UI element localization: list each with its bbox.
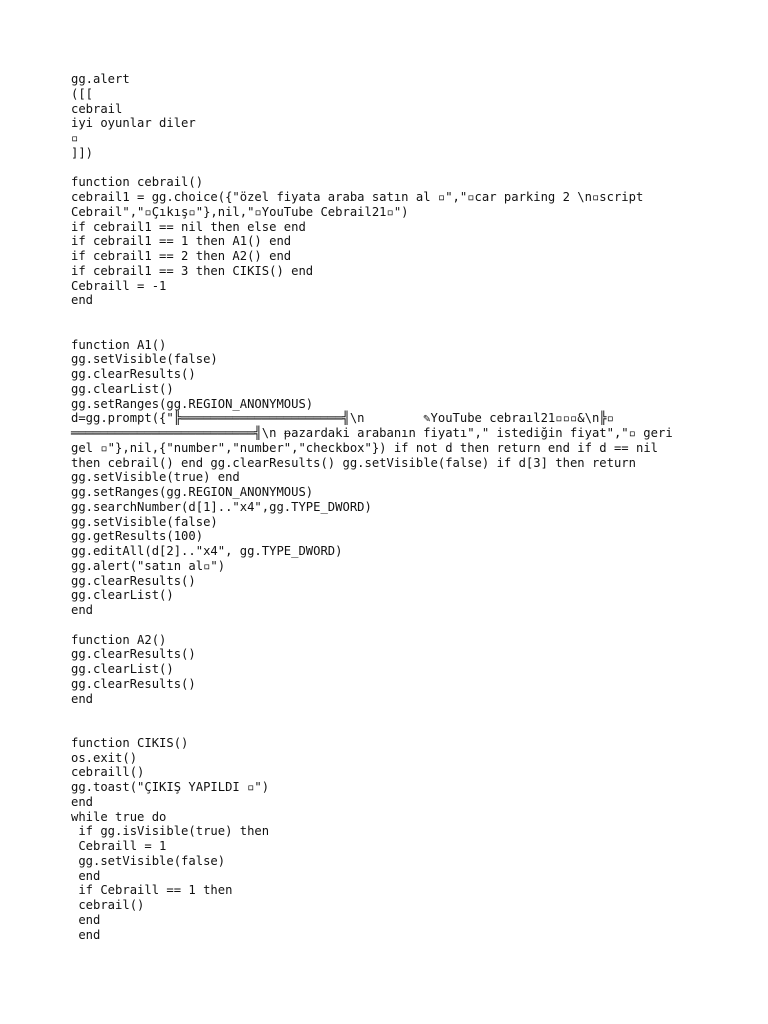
code-line: gg.clearList() xyxy=(71,662,174,676)
code-line: end xyxy=(71,603,94,617)
code-line: end xyxy=(71,868,101,883)
code-line: end xyxy=(71,912,101,927)
code-line: end xyxy=(71,691,94,706)
code-line: end xyxy=(71,794,94,809)
code-line: then cebrail() end gg.clearResults() gg.setVisible(false) if d[3] then return xyxy=(71,455,636,470)
code-line-youtube-banner: d=gg.prompt({"╠══════════════════════╣\n ✎YouTube cebraıl21▫▫▫&\n╠▫ xyxy=(71,411,614,426)
code-line: ▫ xyxy=(71,131,79,145)
code-line: gg.getResults(100) xyxy=(71,529,204,544)
code-line: gg.clearResults() xyxy=(71,573,196,588)
code-line: ([[ xyxy=(71,86,94,101)
code-line: gg.alert("satın al▫") xyxy=(71,558,226,573)
code-line: iyi oyunlar diler xyxy=(71,116,196,131)
code-line: if Cebraill == 1 then xyxy=(71,883,233,898)
code-line: if gg.isVisible(true) then xyxy=(71,824,270,839)
code-line: Cebraill = 1 xyxy=(71,839,167,853)
code-line: cebrail() xyxy=(71,898,145,912)
code-line: gg.clearResults() xyxy=(71,367,196,381)
code-line: end xyxy=(71,927,101,942)
code-line: Cebraill = -1 xyxy=(71,278,167,293)
code-line: os.exit() xyxy=(71,750,138,765)
code-line: Cebrail","▫Çıkış▫"},nil,"▫YouTube Cebrail21▫") xyxy=(71,204,409,219)
code-line: gg.clearList() xyxy=(71,381,174,396)
code-line: function A1() xyxy=(71,337,167,352)
code-line: gel ▫"},nil,{"number","number","checkbox"}) if not d then return end if d == nil xyxy=(71,440,658,455)
blank-line xyxy=(71,721,701,736)
code-line: ]]) xyxy=(71,145,94,160)
code-line: ═════════════════════════╣\n ᵽazardaki arabanın fiyatı"," istediğin fiyat","▫ geri xyxy=(71,426,673,440)
blank-line xyxy=(71,323,701,338)
code-document xyxy=(71,72,701,942)
code-line: function CIKIS() xyxy=(71,735,189,750)
code-line: cebrail xyxy=(71,101,123,116)
code-line: gg.setVisible(true) end xyxy=(71,470,240,485)
code-line: if cebrail1 == 3 then CIKIS() end xyxy=(71,263,314,278)
code-line: gg.clearList() xyxy=(71,588,174,603)
code-line: cebraill() xyxy=(71,765,145,780)
code-line: gg.toast("ÇIKIŞ YAPILDI ▫") xyxy=(71,780,270,794)
blank-line xyxy=(71,308,701,323)
code-line: if cebrail1 == 2 then A2() end xyxy=(71,249,292,263)
code-line: gg.clearResults() xyxy=(71,676,196,691)
code-line: gg.clearResults() xyxy=(71,647,196,662)
code-line: gg.setVisible(false) xyxy=(71,352,218,367)
code-line: if cebrail1 == 1 then A1() end xyxy=(71,234,292,249)
code-line: cebrail1 = gg.choice({"özel fiyata araba satın al ▫","▫car parking 2 \n▫script xyxy=(71,190,644,204)
code-line: end xyxy=(71,293,94,308)
code-line: function A2() xyxy=(71,632,167,647)
code-line: function cebrail() xyxy=(71,175,204,190)
code-line: gg.setRanges(gg.REGION_ANONYMOUS) xyxy=(71,396,314,411)
code-line: gg.searchNumber(d[1].."x4",gg.TYPE_DWORD) xyxy=(71,499,372,514)
blank-line xyxy=(71,161,701,176)
blank-line xyxy=(71,618,701,633)
code-line: gg.setVisible(false) xyxy=(71,853,226,868)
code-line: gg.editAll(d[2].."x4", gg.TYPE_DWORD) xyxy=(71,544,343,558)
code-line: while true do xyxy=(71,809,167,824)
code-line: gg.setRanges(gg.REGION_ANONYMOUS) xyxy=(71,485,314,499)
code-line: gg.setVisible(false) xyxy=(71,514,218,529)
code-line: if cebrail1 == nil then else end xyxy=(71,219,306,234)
blank-line xyxy=(71,706,701,721)
code-line: gg.alert xyxy=(71,72,130,86)
